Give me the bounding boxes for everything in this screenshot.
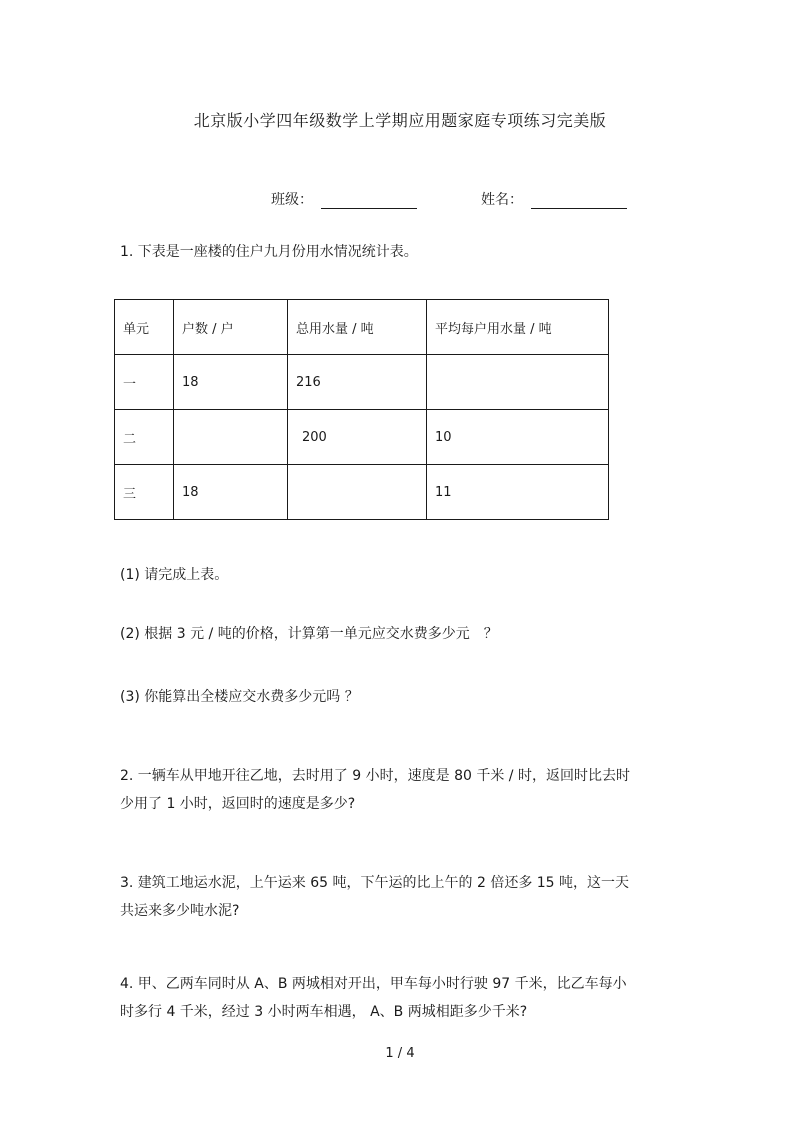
page-number: 1 / 4 xyxy=(385,1046,415,1061)
question-1-sub-2: (2) 根据 3 元 / 吨的价格，计算第一单元应交水费多少元 ？ xyxy=(120,626,498,642)
question-2-line-2: 少用了 1 小时，返回时的速度是多少? xyxy=(120,796,356,812)
table-cell: 18 xyxy=(174,355,288,410)
table-cell: 18 xyxy=(174,465,288,520)
question-1-sub-3: (3) 你能算出全楼应交水费多少元吗 ？ xyxy=(120,689,359,705)
table-cell: 一 xyxy=(115,355,174,410)
table-row xyxy=(115,465,609,520)
table-header-cell: 单元 xyxy=(115,300,174,355)
table-cell: 二 xyxy=(115,410,174,465)
table-cell: 10 xyxy=(427,410,609,465)
name-label: 姓名： xyxy=(481,192,523,208)
question-4-line-2: 时多行 4 千米，经过 3 小时两车相遇， A、B 两城相距多少千米? xyxy=(120,1004,528,1020)
question-1-text: 1. 下表是一座楼的住户九月份用水情况统计表。 xyxy=(120,244,418,260)
table-header-cell: 户数 / 户 xyxy=(174,300,288,355)
question-3 xyxy=(120,869,680,925)
question-3-line-1: 3. 建筑工地运水泥，上午运来 65 吨，下午运的比上午的 2 倍还多 15 吨，这一天 xyxy=(120,875,630,891)
water-usage-table xyxy=(114,299,609,520)
question-4 xyxy=(120,970,680,1026)
table-cell xyxy=(288,465,427,520)
table-cell xyxy=(174,410,288,465)
class-label: 班级： xyxy=(271,192,313,208)
class-field xyxy=(271,189,417,209)
table-row xyxy=(115,355,609,410)
table-cell: 三 xyxy=(115,465,174,520)
table-header-cell: 平均每户用水量 / 吨 xyxy=(427,300,609,355)
question-4-line-1: 4. 甲、乙两车同时从 A、B 两城相对开出，甲车每小时行驶 97 千米，比乙车每小 xyxy=(120,976,627,992)
table-header-cell: 总用水量 / 吨 xyxy=(288,300,427,355)
question-2 xyxy=(120,762,680,818)
table-header-row xyxy=(115,300,609,355)
question-2-line-1: 2. 一辆车从甲地开往乙地，去时用了 9 小时，速度是 80 千米 / 时，返回时比去时 xyxy=(120,768,630,784)
question-3-line-2: 共运来多少吨水泥? xyxy=(120,903,240,919)
name-field xyxy=(481,189,627,209)
document-title: 北京版小学四年级数学上学期应用题家庭专项练习完美版 xyxy=(193,111,607,130)
name-blank xyxy=(531,194,627,209)
table-cell: 11 xyxy=(427,465,609,520)
table-row xyxy=(115,410,609,465)
class-blank xyxy=(321,194,417,209)
question-1-sub-1: (1) 请完成上表。 xyxy=(120,567,229,583)
table-cell: 216 xyxy=(288,355,427,410)
table-cell: 200 xyxy=(288,410,427,465)
table-cell xyxy=(427,355,609,410)
